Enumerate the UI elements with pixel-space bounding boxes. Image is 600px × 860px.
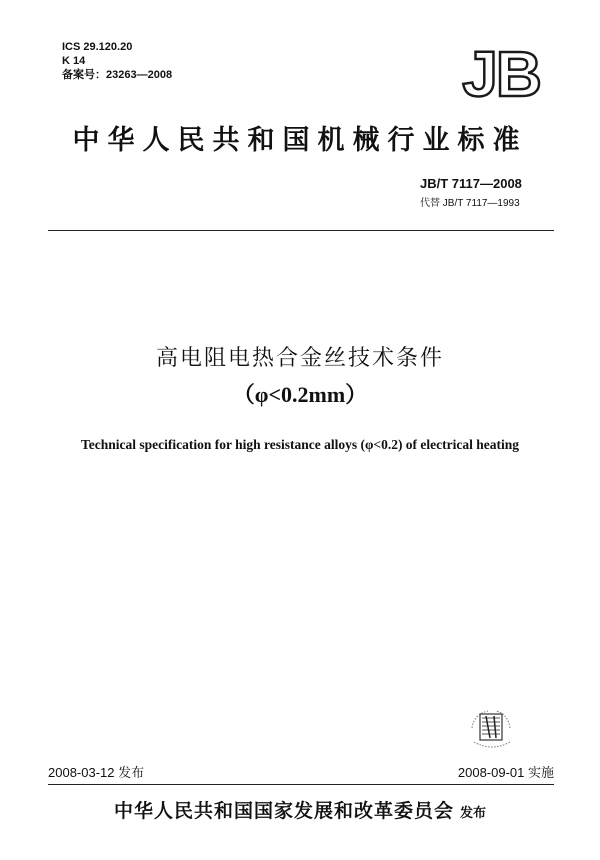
chinese-title: 高电阻电热合金丝技术条件: [155, 346, 444, 371]
standard-title: 中华人民共和国机械行业标准: [72, 125, 528, 156]
jb-logo: JB: [462, 38, 540, 110]
issuer-name: 中华人民共和国国家发展和改革委员会: [113, 800, 454, 822]
footer-divider: [48, 784, 554, 785]
record-number: 备案号：23263—2008: [62, 69, 173, 81]
issuer-suffix: 发布: [460, 806, 487, 821]
title-subtitle: （φ<0.2mm）: [232, 382, 368, 407]
category-code: K 14: [62, 55, 86, 67]
standard-number: JB/T 7117—2008: [420, 176, 522, 191]
english-title: Technical specification for high resistance alloys (φ<0.2) of electrical heating: [80, 437, 520, 452]
issuer-line: [0, 798, 600, 827]
replaces-number: 代替 JB/T 7117—1993: [420, 198, 520, 209]
publish-date: 2008-03-12 发布: [48, 765, 145, 780]
publisher-seal-icon: [466, 708, 518, 754]
implement-date: 2008-09-01 实施: [457, 765, 554, 780]
meta-block: [62, 40, 172, 82]
header-divider: [48, 230, 554, 231]
ics-code: ICS 29.120.20: [62, 41, 133, 53]
